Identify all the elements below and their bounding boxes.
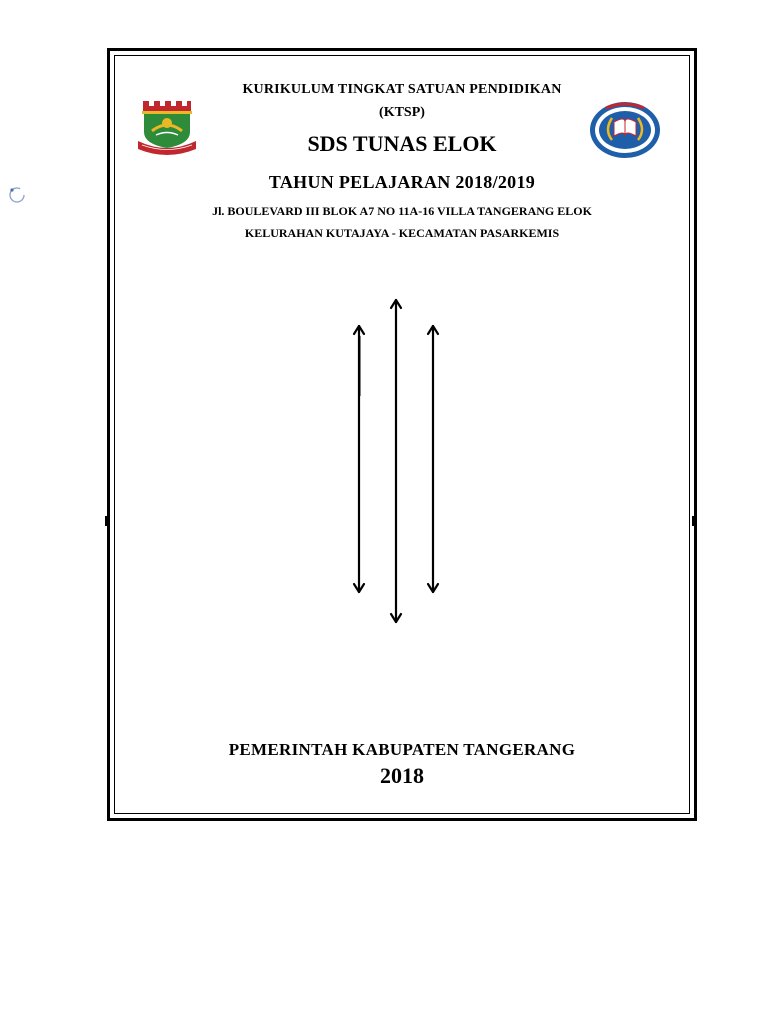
decorative-arrows — [345, 296, 445, 626]
page-edge-mark-right — [692, 516, 695, 526]
publication-year: 2018 — [380, 763, 424, 788]
cover-inner-frame — [114, 55, 690, 814]
curriculum-abbreviation: (KTSP) — [379, 105, 425, 120]
cover-frame — [107, 48, 697, 821]
address-line-2: KELURAHAN KUTAJAYA - KECAMATAN PASARKEMIS — [244, 226, 560, 240]
page-edge-mark-left — [105, 516, 108, 526]
school-name: SDS TUNAS ELOK — [307, 131, 497, 156]
government-name: PEMERINTAH KABUPATEN TANGERANG — [228, 740, 576, 759]
loading-spinner-icon — [8, 186, 26, 204]
curriculum-heading: KURIKULUM TINGKAT SATUAN PENDIDIKAN — [242, 82, 562, 97]
address-line-1: Jl. BOULEVARD III BLOK A7 NO 11A-16 VILLA TANGERANG ELOK — [212, 204, 592, 218]
academic-year: TAHUN PELAJARAN 2018/2019 — [268, 172, 536, 192]
